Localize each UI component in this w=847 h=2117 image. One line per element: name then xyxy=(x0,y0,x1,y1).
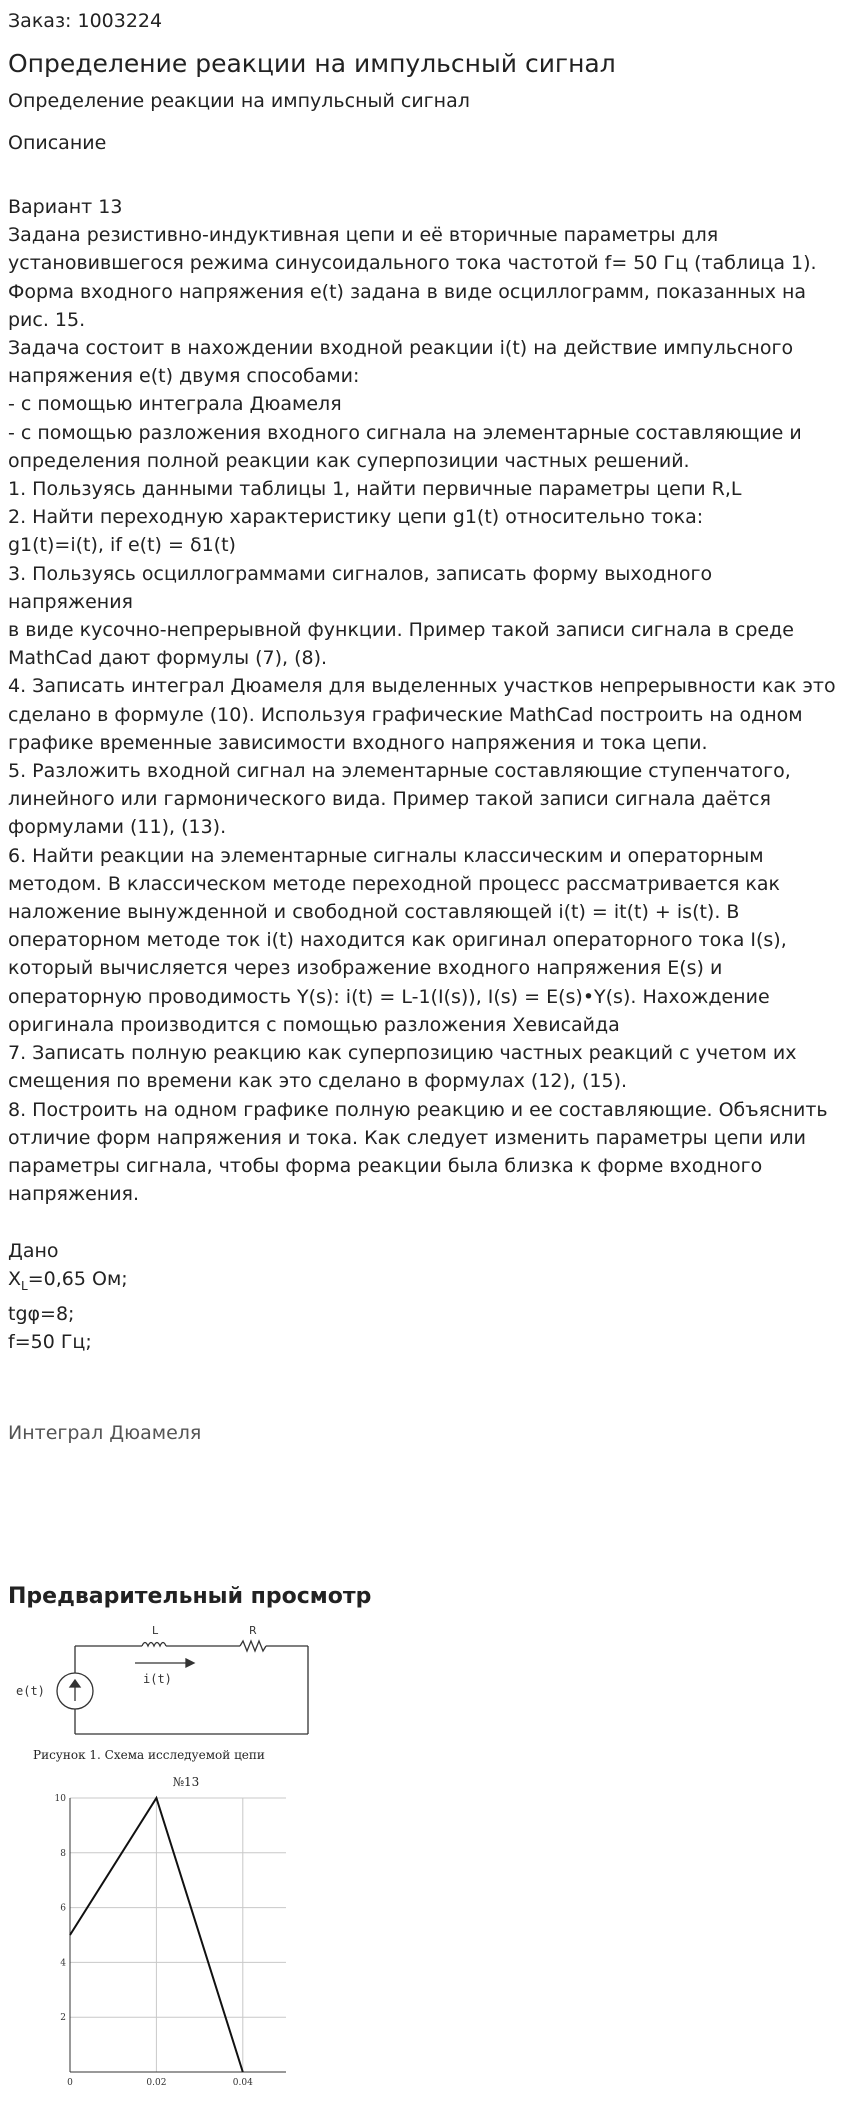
body-line: который вычисляется через изображение входного напряжения E(s) и xyxy=(8,957,723,980)
body-line: - с помощью интеграла Дюамеля xyxy=(8,393,342,416)
label-inductor: L xyxy=(152,1624,159,1637)
body-line: 2. Найти переходную характеристику цепи g1(t) относительно тока: xyxy=(8,506,704,529)
body-line: установившегося режима синусоидального тока частотой f= 50 Гц (таблица 1). xyxy=(8,252,817,275)
body-line: формулами (11), (13). xyxy=(8,816,227,839)
label-source: e(t) xyxy=(16,1684,45,1698)
label-current: i(t) xyxy=(143,1672,172,1686)
x-tick-label: 0.04 xyxy=(232,2078,253,2088)
circuit-caption: Рисунок 1. Схема исследуемой цепи xyxy=(33,1748,265,1762)
body-line: - с помощью разложения входного сигнала на элементарные составляющие и xyxy=(8,421,802,444)
given-label: Дано xyxy=(8,1239,59,1262)
resistor-symbol xyxy=(240,1641,266,1651)
body-line: g1(t)=i(t), if e(t) = δ1(t) xyxy=(8,534,236,557)
y-tick-label: 6 xyxy=(60,1903,66,1914)
body-line: отличие форм напряжения и тока. Как следует изменить параметры цепи или xyxy=(8,1126,806,1149)
chart-title: №13 xyxy=(172,1775,200,1789)
x-tick-label: 0.02 xyxy=(146,2078,167,2088)
y-tick-label: 10 xyxy=(54,1794,66,1804)
circuit-diagram xyxy=(57,1641,308,1734)
description-body xyxy=(8,193,842,1356)
waveform-chart xyxy=(55,1775,286,2088)
given-tg: tgφ=8; xyxy=(8,1302,75,1325)
y-tick-label: 2 xyxy=(60,2013,66,2024)
inductor-symbol xyxy=(142,1643,166,1647)
description-label: Описание xyxy=(8,132,107,154)
x-tick-label: 0 xyxy=(67,2078,73,2088)
body-line: определения полной реакции как суперпозиции частных решений. xyxy=(8,449,690,472)
duhamel-link[interactable]: Интеграл Дюамеля xyxy=(8,1422,202,1444)
xl-symbol: X xyxy=(8,1267,22,1290)
body-line: Вариант 13 xyxy=(8,196,123,218)
order-number: Заказ: 1003224 xyxy=(8,10,163,32)
body-line: сделано в формуле (10). Используя графические MathCad построить на одном xyxy=(8,703,803,726)
given-xl xyxy=(8,1265,842,1300)
body-line: методом. В классическом методе переходной процесс рассматривается как xyxy=(8,872,781,895)
body-line: напряжения e(t) двумя способами: xyxy=(8,365,360,388)
page-title: Определение реакции на импульсный сигнал xyxy=(8,49,616,78)
body-line: Задана резистивно-индуктивная цепи и её вторичные параметры для xyxy=(8,224,719,247)
body-line: рис. 15. xyxy=(8,308,86,331)
y-tick-label: 8 xyxy=(60,1848,66,1859)
page-subtitle: Определение реакции на импульсный сигнал xyxy=(8,90,470,112)
body-line: MathCad дают формулы (7), (8). xyxy=(8,647,328,670)
body-line: параметры сигнала, чтобы форма реакции была близка к форме входного xyxy=(8,1154,763,1177)
preview-title: Предварительный просмотр xyxy=(8,1584,372,1609)
body-line: наложение вынужденной и свободной составляющей i(t) = it(t) + is(t). В xyxy=(8,901,740,924)
body-line: смещения по времени как это сделано в формулах (12), (15). xyxy=(8,1070,628,1093)
body-line: 4. Записать интеграл Дюамеля для выделенных участков непрерывности как это xyxy=(8,675,836,698)
body-line: 7. Записать полную реакцию как суперпозицию частных реакций с учетом их xyxy=(8,1042,797,1065)
body-line: графике временные зависимости входного напряжения и тока цепи. xyxy=(8,731,708,754)
xl-subscript: L xyxy=(21,1278,28,1293)
xl-value: =0,65 Ом; xyxy=(27,1267,128,1290)
body-line: Форма входного напряжения e(t) задана в виде осциллограмм, показанных на xyxy=(8,280,807,303)
label-resistor: R xyxy=(249,1624,257,1637)
y-tick-label: 4 xyxy=(60,1958,66,1969)
body-line: 8. Построить на одном графике полную реакцию и ее составляющие. Объяснить xyxy=(8,1098,828,1121)
preview-image xyxy=(0,1620,320,2117)
body-line: в виде кусочно-непрерывной функции. Пример такой записи сигнала в среде xyxy=(8,619,794,642)
body-line: операторную проводимость Y(s): i(t) = L-1(I(s)), I(s) = E(s)•Y(s). Нахождение xyxy=(8,985,770,1008)
body-line: напряжения xyxy=(8,590,133,613)
body-line: операторном методе ток i(t) находится как оригинал операторного тока I(s), xyxy=(8,929,787,952)
body-line: линейного или гармонического вида. Пример такой записи сигнала даётся xyxy=(8,788,771,811)
body-line: 6. Найти реакции на элементарные сигналы классическим и операторным xyxy=(8,844,764,867)
body-line: 5. Разложить входной сигнал на элементарные составляющие ступенчатого, xyxy=(8,760,791,783)
body-line: 1. Пользуясь данными таблицы 1, найти первичные параметры цепи R,L xyxy=(8,478,742,501)
body-line: напряжения. xyxy=(8,1183,140,1206)
body-line: Задача состоит в нахождении входной реакции i(t) на действие импульсного xyxy=(8,337,794,360)
body-line: оригинала производится с помощью разложения Хевисайда xyxy=(8,1013,620,1036)
given-freq: f=50 Гц; xyxy=(8,1330,92,1353)
body-line: 3. Пользуясь осциллограммами сигналов, записать форму выходного xyxy=(8,562,713,585)
